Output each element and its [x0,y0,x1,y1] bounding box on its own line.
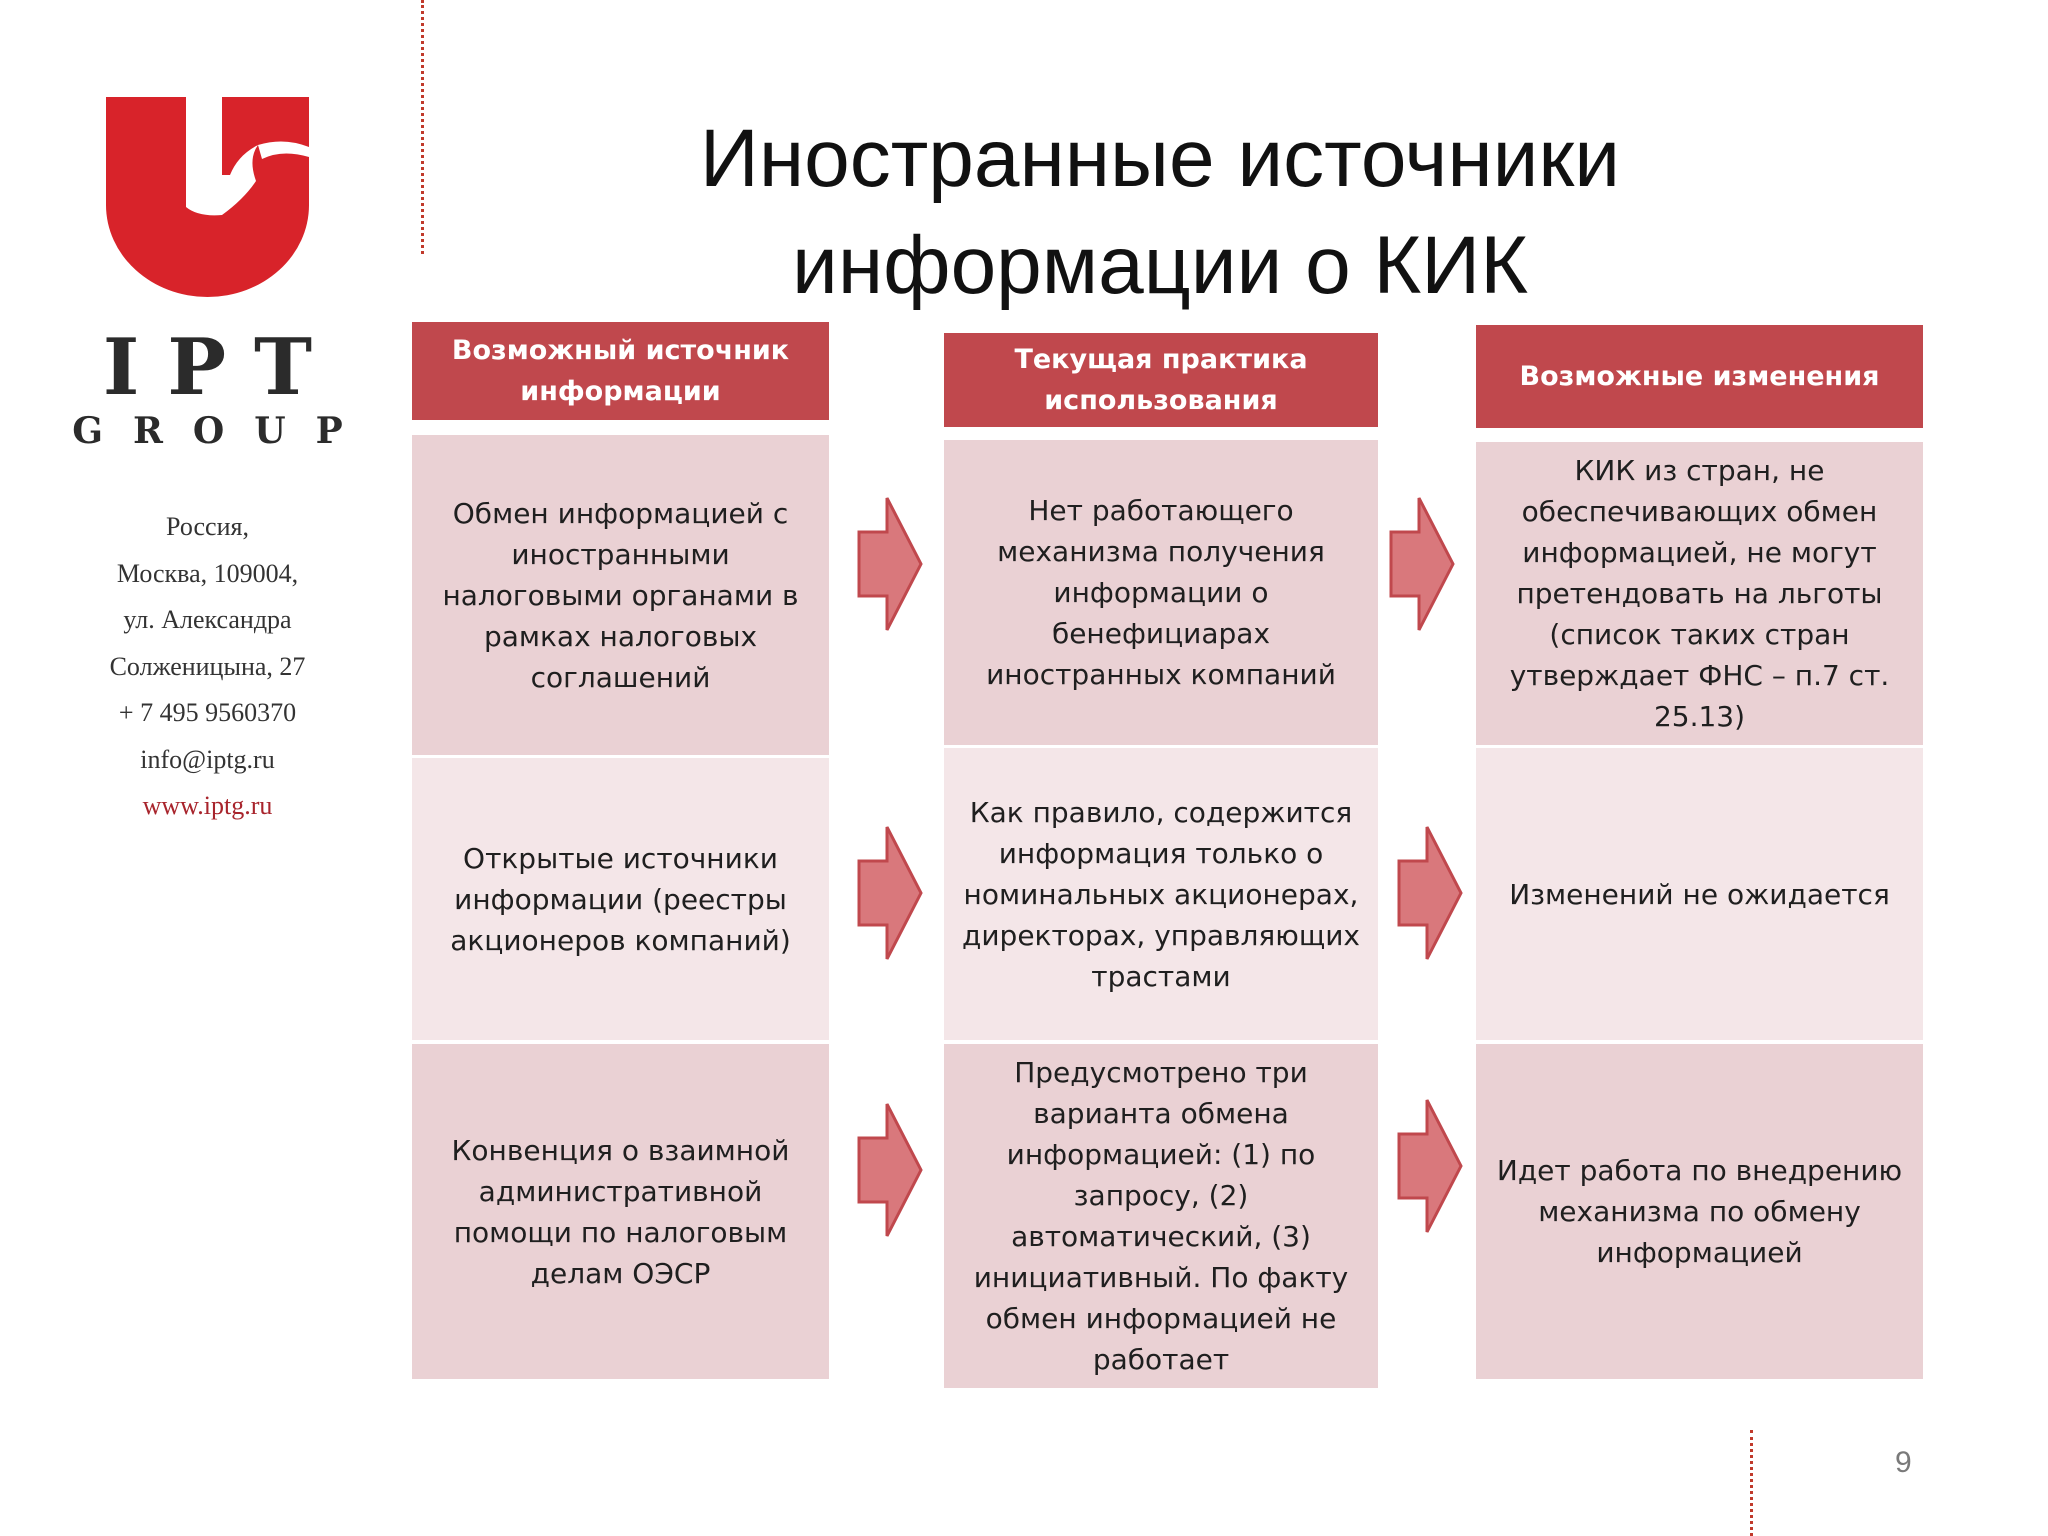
row-2-practice-cell [944,748,1378,1040]
arrow-right-icon [1397,825,1463,961]
contact-website-link[interactable]: www.iptg.ru [142,791,273,820]
row-1-source-line: Обмен информацией с [452,496,789,530]
row-3-source-line: Конвенция о взаимной [451,1133,790,1167]
header-changes-line-1: Возможные изменения [1519,361,1880,392]
row-1-practice-cell [944,440,1378,745]
row-3-changes-line: информацией [1596,1236,1803,1269]
row-3-practice-line: работает [1092,1343,1230,1376]
contact-email[interactable]: info@iptg.ru [140,744,275,774]
row-3-changes-line: механизма по обмену [1538,1195,1861,1228]
row-1-changes-line: претендовать на льготы [1516,577,1883,610]
contact-country: Россия, [166,512,249,541]
row-3-practice-line: информацией: (1) по [1006,1138,1316,1171]
row-3-source-cell [412,1044,829,1379]
row-1-changes-line: утверждает ФНС – п.7 ст. [1509,659,1890,692]
header-source [412,322,829,427]
row-2-practice-line: директорах, управляющих [962,918,1360,952]
row-2-source-line: Открытые источники [463,841,778,875]
page-title [560,105,1760,319]
row-2-practice-line: Как правило, содержится [969,795,1353,829]
brand-subtitle: GROUP [72,410,373,452]
row-1-source-line: налоговыми органами в [442,578,799,612]
row-1-practice-line: Нет работающего [1028,494,1294,527]
row-3-practice-line: варианта обмена [1033,1097,1289,1130]
row-2-source-cell [412,758,829,1040]
header-practice-line-2: использования [1044,385,1278,416]
row-1-source-line: соглашений [530,660,711,694]
row-2-practice-line: трастами [1091,959,1231,993]
row-1-changes-line: КИК из стран, не [1574,454,1825,487]
header-practice-line-1: Текущая практика [1014,344,1308,375]
header-changes [1476,325,1923,435]
contact-phone: + 7 495 9560370 [118,698,297,727]
title-line-2: информации о КИК [792,220,1528,311]
row-1-practice-line: информации о [1053,576,1269,609]
header-source-line-2: информации [520,376,721,407]
row-1-changes-line: 25.13) [1653,700,1746,733]
row-3-source-line: административной [478,1174,763,1208]
contact-block [60,504,355,830]
row-1-source-line: рамках налоговых [483,619,758,653]
row-1-source-cell [412,435,829,755]
row-3-changes-cell [1476,1044,1923,1379]
row-1-practice-line: бенефициарах [1051,617,1271,650]
row-3-source-line: делам ОЭСР [530,1256,711,1290]
bottom-dotted-divider [1750,1430,1753,1536]
top-dotted-divider [421,0,424,254]
row-3-practice-line: обмен информацией не [985,1302,1337,1335]
row-1-changes-line: обеспечивающих обмен [1521,495,1878,528]
row-1-changes-line: (список таких стран [1549,618,1850,651]
row-2-practice-line: номинальных акционерах, [963,877,1359,911]
row-3-changes-line: Идет работа по внедрению [1496,1154,1903,1187]
arrow-right-icon [857,825,923,961]
row-1-changes-cell [1476,442,1923,745]
row-3-practice-line: инициативный. По факту [973,1261,1349,1294]
arrow-right-icon [857,496,923,632]
row-3-source-line: помощи по налоговым [453,1215,788,1249]
arrow-right-icon [857,1102,923,1238]
row-2-source-line: акционеров компаний) [450,923,791,957]
row-3-practice-line: автоматический, (3) [1011,1220,1311,1253]
arrow-right-icon [1389,496,1455,632]
contact-street-1: ул. Александра [123,605,292,634]
title-line-1: Иностранные источники [699,113,1621,204]
arrow-right-icon [1397,1098,1463,1234]
header-practice [944,333,1378,434]
row-3-practice-line: Предусмотрено три [1014,1056,1308,1089]
row-1-changes-line: информацией, не могут [1522,536,1877,569]
row-1-practice-line: иностранных компаний [986,658,1336,691]
row-1-source-line: иностранными [511,537,730,571]
contact-street-2: Солженицына, 27 [109,651,306,681]
row-2-changes-cell [1476,748,1923,1040]
ipt-logo-icon [106,97,309,297]
row-2-source-line: информации (реестры [454,882,787,916]
contact-city: Москва, 109004, [116,558,299,588]
row-3-practice-line: запросу, (2) [1073,1179,1249,1212]
page-number: 9 [1895,1446,1912,1479]
header-source-line-1: Возможный источник [451,335,790,366]
brand-name: IPT [102,322,341,413]
row-2-changes-line: Изменений не ожидается [1509,877,1890,911]
row-3-practice-cell [944,1044,1378,1388]
row-1-practice-line: механизма получения [997,535,1325,568]
row-2-practice-line: информация только о [998,836,1324,870]
